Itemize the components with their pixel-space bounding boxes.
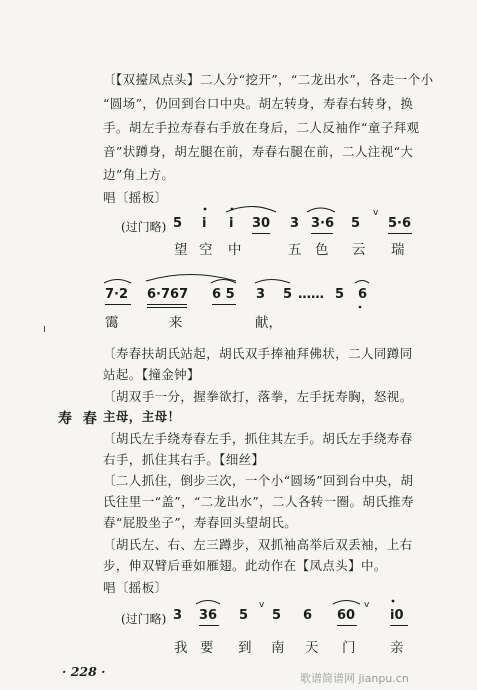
octave-dot xyxy=(359,306,362,309)
note: 6 xyxy=(303,608,313,623)
page-number: · 228 · xyxy=(62,664,106,679)
note: 5 xyxy=(173,216,183,231)
lyric: 亲 xyxy=(390,640,404,656)
text-line: 右手，抓住其右手。【细丝】 xyxy=(103,452,265,467)
note: 5 xyxy=(272,608,282,623)
note: 60 xyxy=(337,608,356,623)
text-line: 〔胡双手一分，握拳欲打，落拳，左手抚寿胸，怒视。 xyxy=(103,389,413,404)
slur xyxy=(196,601,220,605)
text-line: 音”状蹲身，胡左腿在前，寿春右腿在前，二人注视“大 xyxy=(103,144,414,159)
octave-dot xyxy=(204,208,207,211)
lyric: 空 xyxy=(199,242,213,258)
note: 7·2 xyxy=(105,287,129,302)
note: 6·767 xyxy=(147,287,189,302)
text-line: 氏往里一“盖”，“二龙出水”，二人各转一圈。胡氏推寿 xyxy=(103,494,414,509)
speaker-name: 寿 春 xyxy=(58,411,100,427)
slur xyxy=(255,280,290,284)
note: …… xyxy=(298,287,324,302)
octave-dot xyxy=(231,208,234,211)
text-line: “圆场”，仍回到台口中央。胡左转身，寿春右转身，换 xyxy=(103,96,414,111)
score-intro: (过门略) xyxy=(121,612,167,626)
lyric: 献， xyxy=(255,315,282,331)
note: i xyxy=(202,216,207,231)
lyric: 我 xyxy=(174,640,188,656)
note: 3 xyxy=(256,287,266,302)
lyric: 五 xyxy=(288,242,302,258)
text-line: 〔胡氏左手绕寿春左手，抓住其左手。胡氏左手绕寿春 xyxy=(103,431,413,446)
note: 5·6 xyxy=(388,216,412,231)
lyric: 云 xyxy=(352,242,366,258)
slur xyxy=(226,207,276,213)
text-line: 〔胡氏左、右、左三蹲步，双抓袖高举后双丢袖，上右 xyxy=(103,537,413,552)
text-line: 站起。【撞金钟】 xyxy=(103,367,200,382)
note: 3 xyxy=(173,608,183,623)
text-line: 手。胡左手拉寿春右手放在身后，二人反袖作“童子拜观 xyxy=(103,120,420,135)
lyric: 色 xyxy=(315,242,329,258)
text-line: 唱〔摇板〕 xyxy=(103,190,168,205)
score-intro: (过门略) xyxy=(121,220,167,234)
note: 5 xyxy=(239,608,249,623)
lyric: 要 xyxy=(200,640,214,656)
note: 6 xyxy=(358,287,368,302)
lyric: 中 xyxy=(228,242,242,258)
note: 3·6 xyxy=(311,216,335,231)
text-line: 步，伸双臂后垂如雁翅。此动作在【凤点头】中。 xyxy=(103,558,387,573)
note: 3 xyxy=(290,216,300,231)
lyric: 来 xyxy=(169,315,183,331)
lyric: 望 xyxy=(174,242,188,258)
note: 30 xyxy=(252,216,271,231)
lyric: 霭 xyxy=(105,315,119,331)
slur xyxy=(104,280,131,284)
text-line: 〔二人抓住，倒步三次，一个小“圆场”回到台中央，胡 xyxy=(103,473,414,488)
lyric: 到 xyxy=(238,640,252,656)
lyric: 门 xyxy=(342,640,356,656)
note: 5 xyxy=(351,216,361,231)
breath-mark: v xyxy=(373,208,379,218)
slur xyxy=(355,281,369,284)
lyric: 天 xyxy=(305,640,319,656)
lyric: 瑞 xyxy=(391,242,405,258)
lyric: 南 xyxy=(271,640,285,656)
slur xyxy=(307,208,335,212)
text-line: 边”角上方。 xyxy=(103,167,175,182)
breath-mark: v xyxy=(259,600,265,610)
text-line: 〔寿春扶胡氏站起，胡氏双手捧袖拜佛状，二人同蹲同 xyxy=(103,346,413,361)
breath-mark: v xyxy=(364,600,370,610)
text-line: 春“屁股坐子”，寿春回头望胡氏。 xyxy=(103,515,298,530)
octave-dot xyxy=(392,600,395,603)
text-line: 唱〔摇板〕 xyxy=(103,580,168,595)
watermark: 歌谱简谱网 jianpu.cn xyxy=(300,672,409,685)
spoken-line: 主母，主母！ xyxy=(103,409,181,424)
text-line: 〔【双擡凤点头】二人分“挖开”，“二龙出水”，各走一个小 xyxy=(103,72,434,87)
note: i0 xyxy=(390,608,404,623)
note: 5 xyxy=(283,287,293,302)
note: 5 xyxy=(335,287,345,302)
slur xyxy=(333,601,360,605)
note: 36 xyxy=(199,608,218,623)
note: i xyxy=(229,216,234,231)
note: 6 5 xyxy=(212,287,235,302)
